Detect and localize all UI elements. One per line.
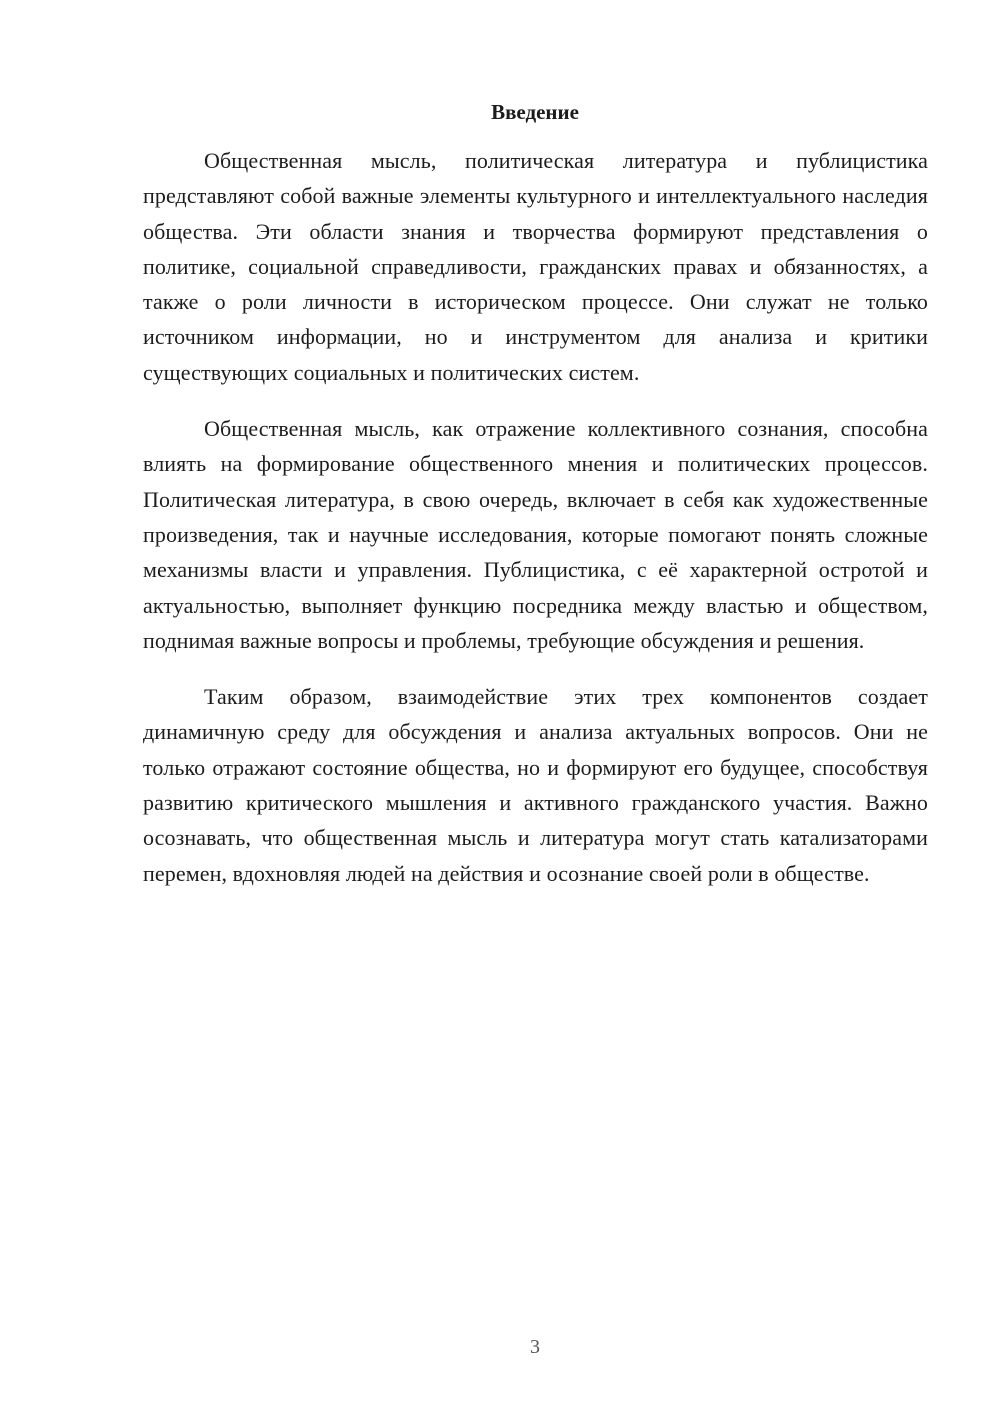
paragraph: Таким образом, взаимодействие этих трех компонентов создает динамичную среду для обсуждения и анализа актуальных вопросов. Они не только отражают состояние общества, но и формируют его будущее, способствуя развитию критического мышления и активного гражданского участия. Важно осознавать, что общественная мысль и литература могут стать катализаторами перемен, вдохновляя людей на действия и осознание своей роли в обществе. <box>143 684 928 886</box>
body-text <box>143 143 928 912</box>
section-heading: Введение <box>491 100 579 124</box>
paragraph: Общественная мысль, как отражение коллективного сознания, способна влиять на формирование общественного мнения и политических процессов. Политическая литература, в свою очередь, включает в себя как художественные произведения, так и научные исследования, которые помогают понять сложные механизмы власти и управления. Публицистика, с её характерной остротой и актуальностью, выполняет функцию посредника между властью и обществом, поднимая важные вопросы и проблемы, требующие обсуждения и решения. <box>143 416 928 653</box>
page-number: 3 <box>530 1336 540 1358</box>
paragraph: Общественная мысль, политическая литература и публицистика представляют собой важные элементы культурного и интеллектуального наследия общества. Эти области знания и творчества формируют представления о политике, социальной справедливости, гражданских правах и обязанностях, а также о роли личности в историческом процессе. Они служат не только источником информации, но и инструментом для анализа и критики существующих социальных и политических систем. <box>143 148 928 385</box>
